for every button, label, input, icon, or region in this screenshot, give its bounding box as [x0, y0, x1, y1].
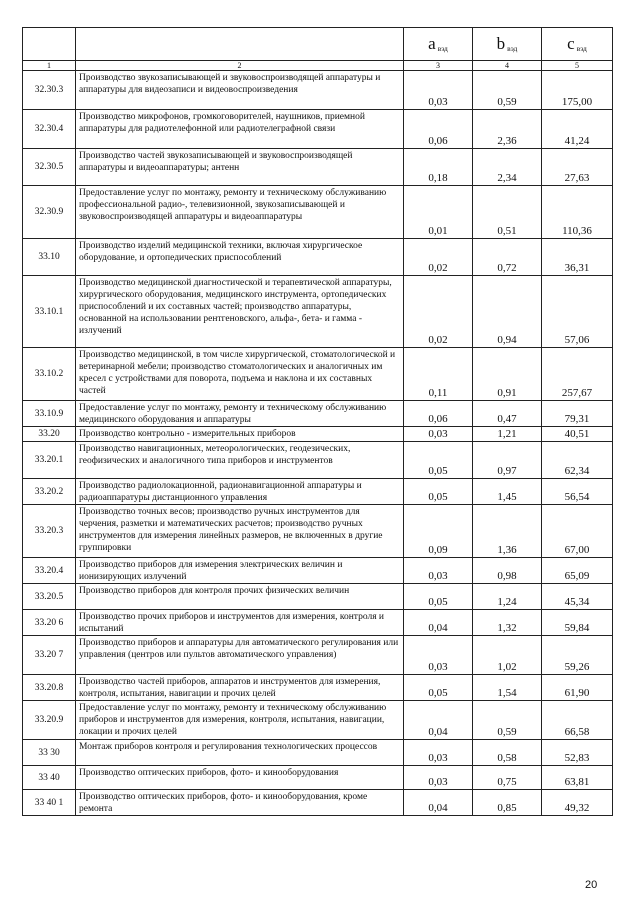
row-value-c: 62,34 [542, 442, 613, 479]
row-value-c: 257,67 [542, 348, 613, 401]
table-row [23, 584, 613, 610]
row-value-c: 57,06 [542, 276, 613, 348]
row-value-a: 0,03 [404, 71, 473, 110]
row-value-b: 0,91 [473, 348, 542, 401]
row-value-b: 2,36 [473, 110, 542, 149]
table-row [23, 348, 613, 401]
row-value-a: 0,01 [404, 186, 473, 239]
row-value-b: 0,59 [473, 71, 542, 110]
row-value-a: 0,04 [404, 790, 473, 816]
table-row [23, 110, 613, 149]
row-value-a: 0,04 [404, 701, 473, 740]
row-code: 32.30.3 [23, 71, 76, 110]
row-description: Производство медицинской, в том числе хирургической, стоматологической и ветеринарной мебели; производство стоматологических и аналогичных им кресел с устройствами для поворота, подъема и наклона и их составных частей [76, 348, 404, 401]
row-value-a: 0,06 [404, 401, 473, 427]
row-value-c: 36,31 [542, 239, 613, 276]
row-code: 33.10.2 [23, 348, 76, 401]
row-value-c: 56,54 [542, 479, 613, 505]
row-value-b: 0,97 [473, 442, 542, 479]
table-row [23, 766, 613, 790]
row-value-c: 59,84 [542, 610, 613, 636]
row-description: Производство микрофонов, громкоговорителей, наушников, приемной аппаратуры для радиотелефонной или радиотелеграфной связи [76, 110, 404, 149]
row-value-b: 0,94 [473, 276, 542, 348]
row-value-b: 0,75 [473, 766, 542, 790]
header-desc [76, 28, 404, 61]
column-number: 3 [404, 61, 473, 71]
row-value-a: 0,02 [404, 276, 473, 348]
table-row [23, 149, 613, 186]
row-code: 33.20.1 [23, 442, 76, 479]
table-row [23, 239, 613, 276]
table-row [23, 675, 613, 701]
header-b: b $_{вэд}$ [473, 28, 542, 61]
table-row [23, 558, 613, 584]
row-description: Производство приборов и аппаратуры для автоматического регулирования или управления (центров или пультов автоматического управления) [76, 636, 404, 675]
row-value-a: 0,05 [404, 442, 473, 479]
row-code: 33 40 1 [23, 790, 76, 816]
page-number: 20 [585, 879, 598, 891]
row-code: 33.20 7 [23, 636, 76, 675]
row-value-c: 59,26 [542, 636, 613, 675]
row-value-b: 0,51 [473, 186, 542, 239]
row-value-c: 110,36 [542, 186, 613, 239]
row-value-c: 63,81 [542, 766, 613, 790]
row-value-a: 0,06 [404, 110, 473, 149]
header-c: c $_{вэд}$ [542, 28, 613, 61]
row-value-b: 1,02 [473, 636, 542, 675]
row-description: Предоставление услуг по монтажу, ремонту и техническому обслуживанию приборов и инструментов для измерения, контроля, испытания, навигации, локации и прочих целей [76, 701, 404, 740]
column-number: 4 [473, 61, 542, 71]
table-row [23, 401, 613, 427]
header-code [23, 28, 76, 61]
row-value-b: 0,59 [473, 701, 542, 740]
row-value-a: 0,05 [404, 479, 473, 505]
row-description: Производство прочих приборов и инструментов для измерения, контроля и испытаний [76, 610, 404, 636]
row-code: 33.10.9 [23, 401, 76, 427]
row-description: Производство контрольно - измерительных приборов [76, 427, 404, 442]
row-value-c: 27,63 [542, 149, 613, 186]
row-value-c: 66,58 [542, 701, 613, 740]
table-row [23, 186, 613, 239]
row-code: 33.20.9 [23, 701, 76, 740]
row-description: Производство навигационных, метеорологических, геодезических, геофизических и аналогичного типа приборов и инструментов [76, 442, 404, 479]
coefficients-table [22, 27, 613, 816]
row-value-a: 0,03 [404, 558, 473, 584]
row-description: Монтаж приборов контроля и регулирования технологических процессов [76, 740, 404, 766]
row-value-c: 67,00 [542, 505, 613, 558]
row-value-a: 0,05 [404, 584, 473, 610]
column-number: 2 [76, 61, 404, 71]
row-value-b: 0,72 [473, 239, 542, 276]
row-description: Производство приборов для контроля прочих физических величин [76, 584, 404, 610]
row-code: 33.20.5 [23, 584, 76, 610]
row-description: Производство точных весов; производство ручных инструментов для черчения, разметки и математических расчетов; производство ручных инструментов для измерения линейных размеров, не включенных в другие группировки [76, 505, 404, 558]
row-description: Предоставление услуг по монтажу, ремонту и техническому обслуживанию профессиональной радио-, телевизионной, звукозаписывающей и звуковоспроизводящей аппаратуры и видеоаппаратуры [76, 186, 404, 239]
row-code: 33.20.4 [23, 558, 76, 584]
column-number: 1 [23, 61, 76, 71]
row-code: 32.30.5 [23, 149, 76, 186]
table-row [23, 701, 613, 740]
row-value-c: 61,90 [542, 675, 613, 701]
row-value-a: 0,09 [404, 505, 473, 558]
row-description: Производство оптических приборов, фото- и кинооборудования, кроме ремонта [76, 790, 404, 816]
header-row [23, 28, 613, 61]
row-description: Производство звукозаписывающей и звуковоспроизводящей аппаратуры и аппаратуры для видеозаписи и видеовоспроизведения [76, 71, 404, 110]
row-value-c: 79,31 [542, 401, 613, 427]
row-value-b: 0,47 [473, 401, 542, 427]
row-code: 33.20 [23, 427, 76, 442]
table-row [23, 636, 613, 675]
row-description: Производство частей приборов, аппаратов и инструментов для измерения, контроля, испытания, навигации и прочих целей [76, 675, 404, 701]
row-value-c: 65,09 [542, 558, 613, 584]
row-value-b: 2,34 [473, 149, 542, 186]
row-value-a: 0,02 [404, 239, 473, 276]
row-code: 33.10 [23, 239, 76, 276]
row-value-b: 1,54 [473, 675, 542, 701]
row-value-b: 1,32 [473, 610, 542, 636]
row-description: Производство частей звукозаписывающей и звуковоспроизводящей аппаратуры и видеоаппаратуры; антенн [76, 149, 404, 186]
row-value-c: 40,51 [542, 427, 613, 442]
row-value-a: 0,03 [404, 740, 473, 766]
table-row [23, 790, 613, 816]
row-value-c: 41,24 [542, 110, 613, 149]
row-value-a: 0,03 [404, 766, 473, 790]
row-code: 32.30.4 [23, 110, 76, 149]
row-value-b: 1,45 [473, 479, 542, 505]
column-number-row [23, 61, 613, 71]
row-value-a: 0,03 [404, 636, 473, 675]
row-value-b: 1,36 [473, 505, 542, 558]
row-code: 33 40 [23, 766, 76, 790]
row-value-c: 175,00 [542, 71, 613, 110]
row-value-a: 0,05 [404, 675, 473, 701]
table-row [23, 71, 613, 110]
row-code: 33.20.8 [23, 675, 76, 701]
row-value-a: 0,03 [404, 427, 473, 442]
row-description: Производство радиолокационной, радионавигационной аппаратуры и радиоаппаратуры дистанционного управления [76, 479, 404, 505]
table-row [23, 505, 613, 558]
table-row [23, 442, 613, 479]
row-description: Производство оптических приборов, фото- и кинооборудования [76, 766, 404, 790]
row-description: Предоставление услуг по монтажу, ремонту и техническому обслуживанию медицинского оборудования и аппаратуры [76, 401, 404, 427]
row-code: 33.10.1 [23, 276, 76, 348]
row-code: 32.30.9 [23, 186, 76, 239]
row-value-c: 49,32 [542, 790, 613, 816]
table-row [23, 479, 613, 505]
table-row [23, 740, 613, 766]
row-value-c: 52,83 [542, 740, 613, 766]
table-body [23, 71, 613, 816]
row-description: Производство медицинской диагностической и терапевтической аппаратуры, хирургического оборудования, медицинского инструмента, ортопедических приспособлений и их составных частей; производство аппаратуры, основанной на использовании рентгеновского, альфа-, бета- и гамма - излучений [76, 276, 404, 348]
row-value-a: 0,04 [404, 610, 473, 636]
row-description: Производство приборов для измерения электрических величин и ионизирующих излучений [76, 558, 404, 584]
table-row [23, 610, 613, 636]
row-value-a: 0,11 [404, 348, 473, 401]
table-row [23, 427, 613, 442]
header-a: a $_{вэд}$ [404, 28, 473, 61]
row-code: 33.20.3 [23, 505, 76, 558]
row-value-b: 1,24 [473, 584, 542, 610]
table-row [23, 276, 613, 348]
column-number: 5 [542, 61, 613, 71]
row-code: 33.20.2 [23, 479, 76, 505]
row-value-b: 0,58 [473, 740, 542, 766]
row-description: Производство изделий медицинской техники, включая хирургическое оборудование, и ортопедических приспособлений [76, 239, 404, 276]
row-value-c: 45,34 [542, 584, 613, 610]
row-code: 33 30 [23, 740, 76, 766]
row-value-a: 0,18 [404, 149, 473, 186]
row-value-b: 0,98 [473, 558, 542, 584]
row-code: 33.20 6 [23, 610, 76, 636]
row-value-b: 1,21 [473, 427, 542, 442]
row-value-b: 0,85 [473, 790, 542, 816]
